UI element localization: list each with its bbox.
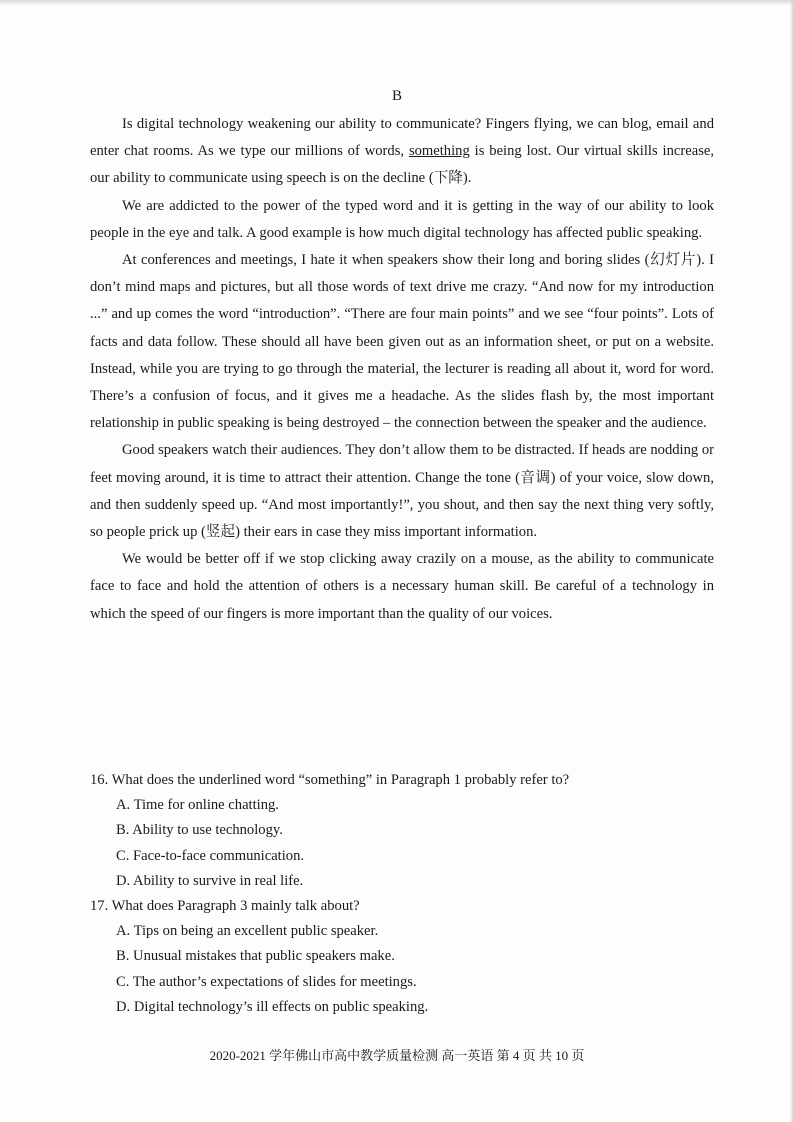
paragraph-1 [90, 111, 714, 193]
question-17-option-c: C. The author’s expectations of slides for meetings. [116, 973, 417, 990]
page-footer: 2020-2021 学年佛山市高中教学质量检测 高一英语 第 4 页 共 10 页 [209, 1048, 585, 1063]
paragraph-2: We are addicted to the power of the typed word and it is getting in the way of our ability to look people in the eye and talk. A good example is how much digital technology has affected public speaking. [90, 197, 714, 241]
scan-edge-right [790, 0, 794, 1122]
question-16-stem: 16. What does the underlined word “something” in Paragraph 1 probably refer to? [90, 772, 570, 788]
paragraph-1-part-a: Is digital technology weakening our ability to communicate? Fingers flying, we can blog, email and enter chat rooms. As we type our millions of words, [90, 116, 714, 160]
question-16-option-b: B. Ability to use technology. [116, 822, 283, 839]
paragraph-4: Good speakers watch their audiences. They don’t allow them to be distracted. If heads are nodding or feet moving around, it is time to attract their attention. Change the tone (音调) of your voice, slow down, and then suddenly speed up. “And most importantly!”, you shout, and then say the next thing very softly, so people prick up (竖起) their ears in case they miss important information. [90, 442, 714, 541]
question-17 [90, 894, 720, 1020]
underlined-word: something [408, 143, 470, 160]
paragraph-3: At conferences and meetings, I hate it when speakers show their long and boring slides (幻灯片). I don’t mind maps and pictures, but all those words of text drive me crazy. “And now for my introduction ...” and up comes the word “introduction”. “There are four main points” and we see “four points”. Lots of facts and data follow. These should all have been given out as an information sheet, or put on a website. Instead, while you are trying to go through the material, the lecturer is reading all about it, word for word. There’s a confusion of focus, and it gives me a headache. As the slides flash by, the most important relationship in public speaking is being destroyed – the connection between the speaker and the audience. [90, 252, 714, 432]
paragraph-5: We would be better off if we stop clicking away crazily on a mouse, as the ability to communicate face to face and hold the attention of others is a necessary human skill. Be careful of a technology in which the speed of our fingers is more important than the quality of our voices. [90, 551, 714, 622]
question-list [90, 768, 720, 1020]
question-17-option-b: B. Unusual mistakes that public speakers make. [116, 948, 395, 965]
question-17-option-d: D. Digital technology’s ill effects on public speaking. [116, 998, 429, 1015]
question-16 [90, 768, 720, 894]
reading-passage [90, 111, 714, 628]
question-16-option-a: A. Time for online chatting. [116, 797, 279, 814]
question-17-option-a: A. Tips on being an excellent public speaker. [116, 923, 379, 940]
question-17-stem: 17. What does Paragraph 3 mainly talk about? [90, 898, 360, 915]
question-16-option-c: C. Face-to-face communication. [116, 847, 305, 864]
question-16-option-d: D. Ability to survive in real life. [116, 872, 304, 889]
paragraph-1-part-b: is being lost. Our virtual skills increase, our ability to communicate using speech is on the decline (下降). [90, 143, 714, 187]
scan-edge-top [0, 0, 794, 6]
section-label: B [391, 88, 402, 104]
